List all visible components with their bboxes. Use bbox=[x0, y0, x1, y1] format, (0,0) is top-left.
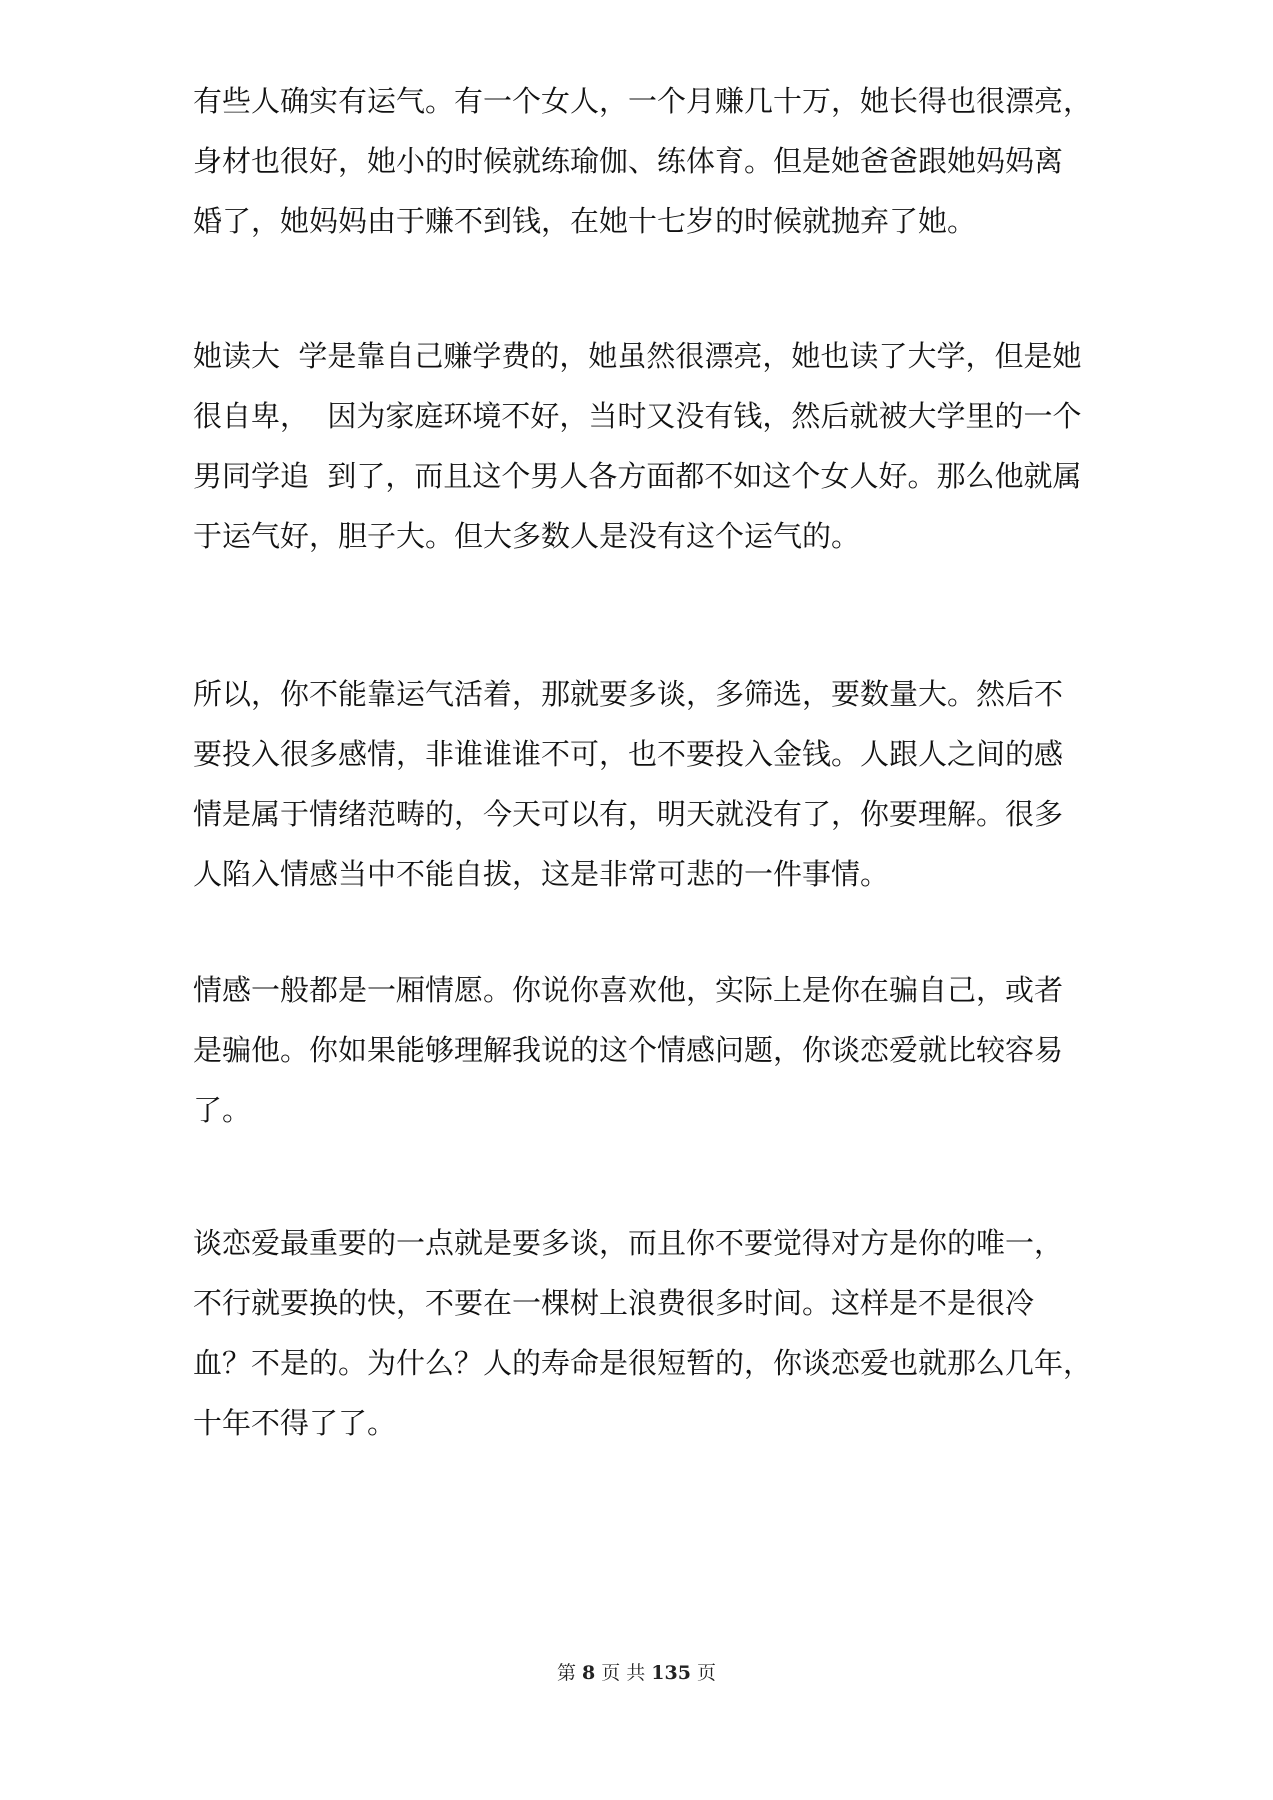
text-line: 血？不是的。为什么？人的寿命是很短暂的，你谈恋爱也就那么几年， bbox=[193, 1346, 1093, 1380]
text-line: 很自卑， 因为家庭环境不好，当时又没有钱，然后就被大学里的一个 bbox=[193, 399, 1082, 433]
paragraph-1 bbox=[193, 71, 1093, 251]
text-line: 身材也很好，她小的时候就练瑜伽、练体育。但是她爸爸跟她妈妈离 bbox=[193, 144, 1064, 178]
text-line: 人陷入情感当中不能自拔，这是非常可悲的一件事情。 bbox=[193, 857, 890, 891]
text-line: 十年不得了了。 bbox=[193, 1406, 397, 1440]
text-line: 她读大 学是靠自己赚学费的，她虽然很漂亮，她也读了大学，但是她 bbox=[193, 339, 1082, 373]
text-line: 谈恋爱最重要的一点就是要多谈，而且你不要觉得对方是你的唯一， bbox=[193, 1226, 1064, 1260]
total-pages-number: 135 bbox=[651, 1662, 691, 1684]
paragraph-4 bbox=[193, 960, 1093, 1140]
paragraph-5 bbox=[193, 1213, 1093, 1453]
paragraph-2 bbox=[193, 326, 1093, 566]
footer-middle: 页 共 bbox=[601, 1662, 646, 1684]
footer-suffix: 页 bbox=[696, 1662, 716, 1684]
text-line: 男同学追 到了，而且这个男人各方面都不如这个女人好。那么他就属 bbox=[193, 459, 1082, 493]
footer-prefix: 第 bbox=[557, 1662, 577, 1684]
page-footer bbox=[0, 1660, 1273, 1686]
text-line: 要投入很多感情，非谁谁谁不可，也不要投入金钱。人跟人之间的感 bbox=[193, 737, 1064, 771]
paragraph-3 bbox=[193, 664, 1093, 904]
text-line: 不行就要换的快，不要在一棵树上浪费很多时间。这样是不是很冷 bbox=[193, 1286, 1035, 1320]
text-line: 婚了，她妈妈由于赚不到钱，在她十七岁的时候就抛弃了她。 bbox=[193, 204, 977, 238]
text-line: 情感一般都是一厢情愿。你说你喜欢他，实际上是你在骗自己，或者 bbox=[193, 973, 1064, 1007]
text-line: 于运气好，胆子大。但大多数人是没有这个运气的。 bbox=[193, 519, 861, 553]
text-line: 有些人确实有运气。有一个女人，一个月赚几十万，她长得也很漂亮， bbox=[193, 84, 1093, 118]
text-line: 情是属于情绪范畴的，今天可以有，明天就没有了，你要理解。很多 bbox=[193, 797, 1064, 831]
text-line: 了。 bbox=[193, 1093, 252, 1127]
current-page-number: 8 bbox=[582, 1662, 596, 1684]
text-line: 所以，你不能靠运气活着，那就要多谈，多筛选，要数量大。然后不 bbox=[193, 677, 1064, 711]
text-line: 是骗他。你如果能够理解我说的这个情感问题，你谈恋爱就比较容易 bbox=[193, 1033, 1064, 1067]
